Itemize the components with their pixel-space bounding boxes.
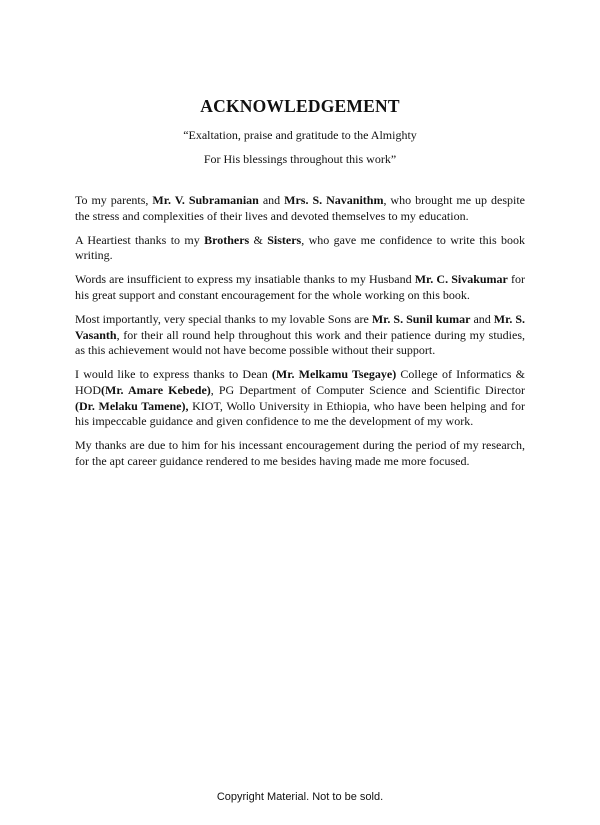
text-run: To my parents,	[75, 193, 153, 207]
copyright-footer: Copyright Material. Not to be sold.	[216, 791, 384, 803]
bold-name: Sisters	[267, 232, 302, 247]
paragraph-parents	[75, 193, 525, 224]
text-run: &	[249, 232, 268, 247]
text-run: A Heartiest thanks to my	[75, 232, 205, 247]
bold-name: Mrs. S. Navanithm	[284, 193, 384, 207]
bold-name: Mr. C. Sivakumar	[414, 272, 508, 287]
text-run: , who brought me up despite the stress and complexities of their lives and devoted themselves to my education.	[75, 193, 525, 223]
text-run: I would like to express thanks to Dean	[75, 367, 272, 382]
text-run: , PG Department of Computer Science and Scientific Director	[210, 382, 525, 397]
bold-name: (Mr. Melkamu Tsegaye)	[271, 367, 397, 382]
text-run: Most importantly, very special thanks to my lovable Sons are	[75, 312, 372, 327]
text-run: Words are insufficient to express my insatiable thanks to my Husband	[75, 272, 415, 287]
text-run: KIOT, Wollo University in Ethiopia, who have been helping and for his impeccable guidance and given confidence to me the development of my work.	[75, 398, 525, 429]
epigraph-line-2: For His blessings throughout this work”	[203, 152, 397, 166]
paragraph-sons	[75, 312, 525, 359]
bold-name: Brothers	[204, 232, 250, 247]
paragraph-siblings	[75, 233, 525, 264]
bold-name: Mr. V. Subramanian	[152, 193, 259, 207]
text-run: College of Informatics & HOD	[75, 367, 525, 397]
paragraph-husband	[75, 272, 525, 303]
page-title: ACKNOWLEDGEMENT	[200, 96, 400, 116]
bold-name: (Dr. Melaku Tamene),	[75, 398, 189, 413]
paragraph-research	[75, 438, 525, 469]
bold-name: Mr. S. Sunil kumar	[371, 312, 471, 327]
epigraph-line-1: “Exaltation, praise and gratitude to the Almighty	[183, 128, 417, 142]
text-run: and	[258, 193, 285, 207]
text-run: and	[470, 312, 494, 327]
paragraph-university	[75, 367, 525, 429]
bold-name: (Mr. Amare Kebede)	[101, 382, 211, 397]
text-run: for his great support and constant encouragement for the whole working on this book.	[75, 272, 525, 302]
acknowledgement-body	[75, 193, 525, 478]
bold-name: Mr. S. Vasanth	[75, 312, 525, 342]
text-run: , for their all round help throughout this work and their patience during my studies, as this achievement would not have become possible without their support.	[75, 327, 525, 358]
text-run: , who gave me confidence to write this book writing.	[75, 232, 525, 263]
text-run: My thanks are due to him for his incessant encouragement during the period of my research, for the apt career guidance rendered to me besides having made me more focused.	[75, 438, 525, 468]
